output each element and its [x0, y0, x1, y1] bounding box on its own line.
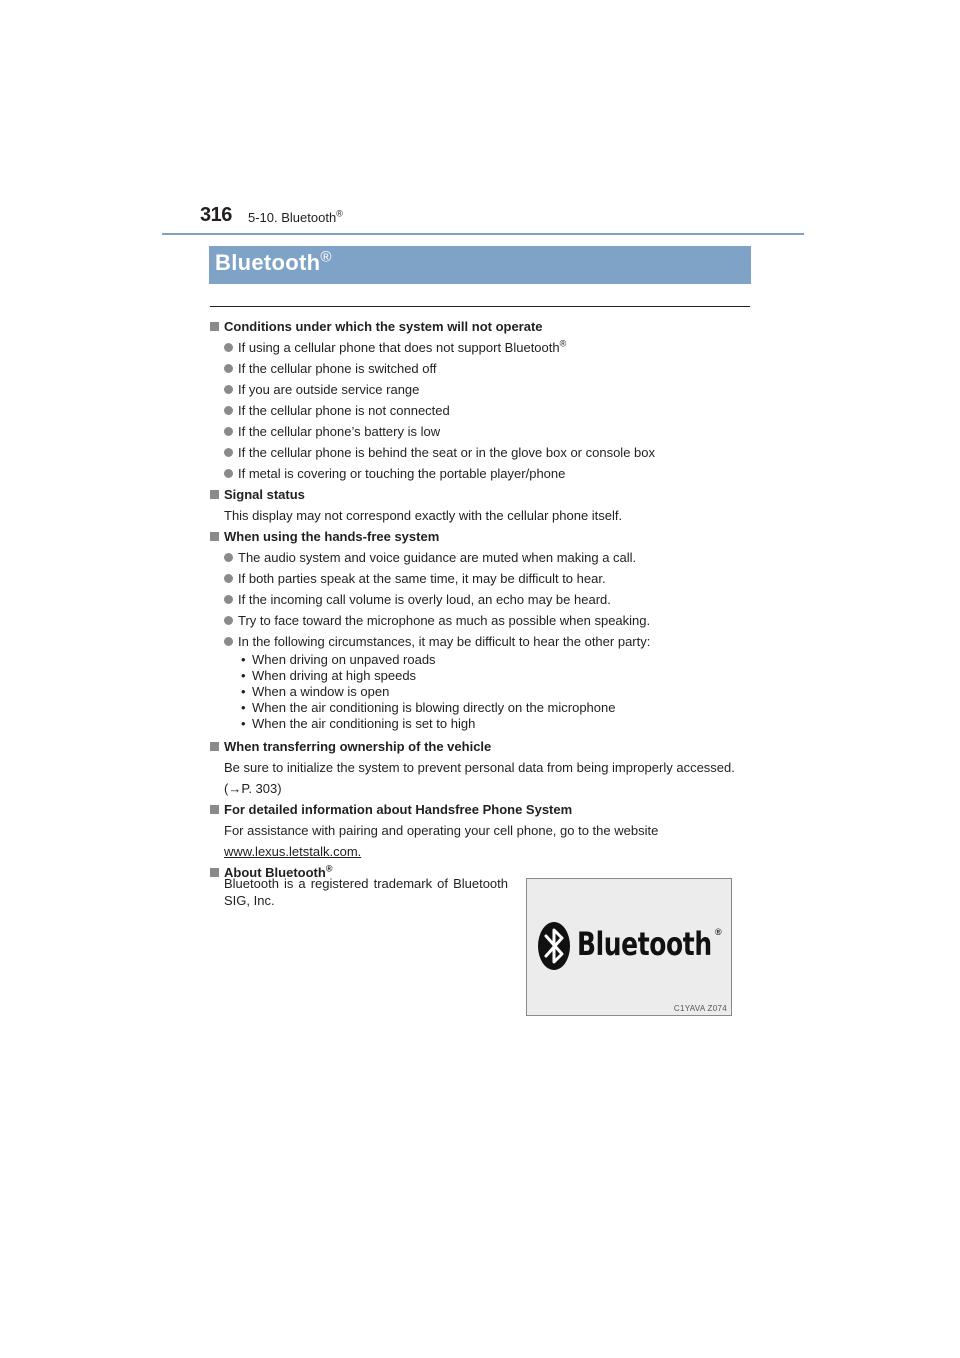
- square-bullet-icon: [210, 490, 219, 499]
- list-item: Try to face toward the microphone as much as possible when speaking.: [209, 610, 754, 631]
- list-item: If both parties speak at the same time, it may be difficult to hear.: [209, 568, 754, 589]
- round-bullet-icon: [224, 385, 233, 394]
- dot-bullet-icon: •: [241, 716, 246, 731]
- trademark-text: Bluetooth is a registered trademark of Bluetooth SIG, Inc.: [224, 876, 508, 908]
- list-item: If metal is covering or touching the portable player/phone: [209, 463, 754, 484]
- section-banner: [209, 246, 751, 284]
- dot-bullet-icon: •: [241, 668, 246, 683]
- list-item: If the cellular phone is not connected: [209, 400, 754, 421]
- figure-code: C1YAVA Z074: [673, 1004, 727, 1013]
- dot-bullet-icon: •: [241, 700, 246, 715]
- round-bullet-icon: [224, 427, 233, 436]
- list-item: If the cellular phone’s battery is low: [209, 421, 754, 442]
- section-registered-mark: ®: [336, 208, 343, 219]
- round-bullet-icon: [224, 364, 233, 373]
- sub-list-item: • When driving on unpaved roads: [241, 652, 436, 667]
- registered-mark: ®: [559, 338, 567, 349]
- list-item: If you are outside service range: [209, 379, 754, 400]
- banner-title: Bluetooth: [215, 250, 321, 275]
- heading-about-bluetooth: About Bluetooth®: [209, 862, 754, 883]
- list-item: If the cellular phone is behind the seat or in the glove box or console box: [209, 442, 754, 463]
- circumstance-list: [209, 652, 754, 732]
- list-item: In the following circumstances, it may be difficult to hear the other party:: [209, 631, 754, 652]
- page-reference: (→P. 303): [224, 781, 282, 796]
- heading-signal-status: Signal status: [209, 484, 754, 505]
- page-number: 316: [200, 204, 232, 226]
- content-body: [209, 316, 754, 883]
- square-bullet-icon: [210, 868, 219, 877]
- square-bullet-icon: [210, 805, 219, 814]
- section-title: 5-10. Bluetooth: [248, 210, 337, 225]
- bluetooth-logo-figure: [526, 878, 732, 1016]
- heading-transfer-ownership: When transferring ownership of the vehicle: [209, 736, 754, 757]
- list-item: If the incoming call volume is overly loud, an echo may be heard.: [209, 589, 754, 610]
- round-bullet-icon: [224, 553, 233, 562]
- sub-list-item: • When a window is open: [241, 684, 390, 699]
- list-item: If using a cellular phone that does not support Bluetooth®: [209, 337, 754, 358]
- list-item: If the cellular phone is switched off: [209, 358, 754, 379]
- page-header: [162, 204, 804, 234]
- header-rule: [162, 233, 804, 235]
- website-link[interactable]: www.lexus.letstalk.com.: [224, 844, 362, 859]
- round-bullet-icon: [224, 616, 233, 625]
- round-bullet-icon: [224, 448, 233, 457]
- section-reference: [248, 210, 343, 225]
- dot-bullet-icon: •: [241, 652, 246, 667]
- round-bullet-icon: [224, 637, 233, 646]
- round-bullet-icon: [224, 343, 233, 352]
- heading-detailed-info: For detailed information about Handsfree Phone System: [209, 799, 754, 820]
- signal-status-text: This display may not correspond exactly with the cellular phone itself.: [224, 508, 623, 523]
- wordmark-registered-mark: ®: [715, 927, 722, 937]
- bluetooth-wordmark: Bluetooth: [577, 925, 712, 963]
- transfer-text: Be sure to initialize the system to prevent personal data from being improperly accessed. (→P. 303): [224, 760, 735, 796]
- sub-list-item: • When the air conditioning is set to high: [241, 716, 476, 731]
- sub-list-item: • When the air conditioning is blowing directly on the microphone: [241, 700, 616, 715]
- list-item: The audio system and voice guidance are muted when making a call.: [209, 547, 754, 568]
- round-bullet-icon: [224, 406, 233, 415]
- square-bullet-icon: [210, 532, 219, 541]
- heading-hands-free: When using the hands-free system: [209, 526, 754, 547]
- round-bullet-icon: [224, 595, 233, 604]
- heading-conditions: Conditions under which the system will not operate: [209, 316, 754, 337]
- round-bullet-icon: [224, 469, 233, 478]
- detailed-info-text: For assistance with pairing and operating your cell phone, go to the website www.lexus.letstalk.com.: [224, 823, 659, 859]
- bluetooth-icon: [537, 921, 571, 971]
- round-bullet-icon: [224, 574, 233, 583]
- dot-bullet-icon: •: [241, 684, 246, 699]
- banner-rule: [210, 306, 750, 307]
- sub-list-item: • When driving at high speeds: [241, 668, 417, 683]
- square-bullet-icon: [210, 322, 219, 331]
- registered-mark: ®: [325, 863, 333, 874]
- banner-registered-mark: ®: [320, 248, 332, 266]
- square-bullet-icon: [210, 742, 219, 751]
